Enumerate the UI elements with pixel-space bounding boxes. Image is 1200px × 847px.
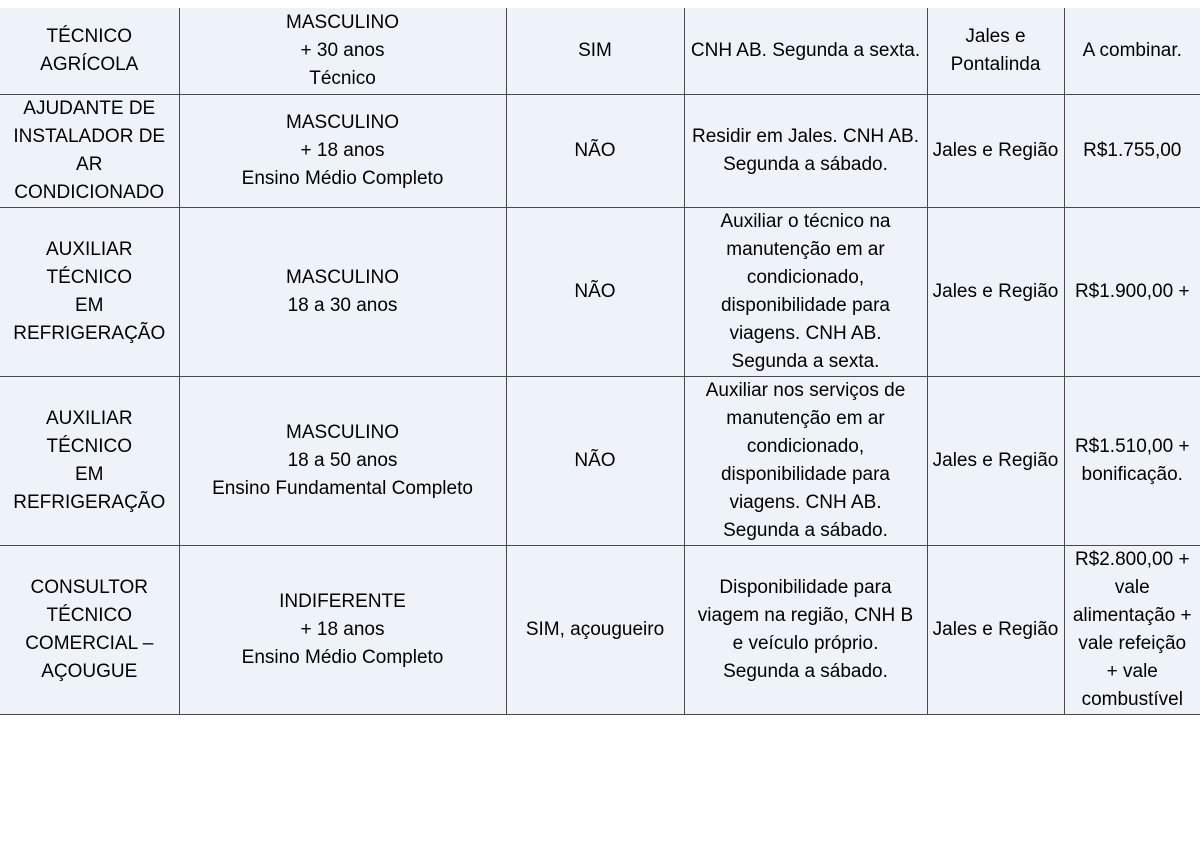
table-row <box>0 376 1200 545</box>
cell-text-line: Segunda a sexta. <box>731 350 880 372</box>
table-row <box>0 94 1200 207</box>
cell-text-line: combustível <box>1081 688 1183 710</box>
cell-text-line: EM <box>75 463 104 485</box>
requirements-cell <box>684 8 927 94</box>
cell-text-line: NÃO <box>574 139 616 161</box>
cell-text-line: EM <box>75 294 104 316</box>
cell-text-line: CONSULTOR <box>30 576 149 598</box>
job-listings-table <box>0 8 1200 715</box>
candidate-profile-cell <box>179 94 506 207</box>
cell-text-line: R$1.510,00 + <box>1074 435 1190 457</box>
cell-text-line: R$1.900,00 + <box>1074 280 1190 302</box>
candidate-profile-cell <box>179 8 506 94</box>
table-row <box>0 8 1200 94</box>
table-row <box>0 207 1200 376</box>
salary-cell <box>1064 545 1200 714</box>
cell-text-line: Jales e Região <box>932 280 1059 302</box>
cell-text-line: REFRIGERAÇÃO <box>13 322 166 344</box>
cell-text-line: REFRIGERAÇÃO <box>13 491 166 513</box>
location-cell <box>927 545 1064 714</box>
cell-text-line: Jales e Região <box>932 449 1059 471</box>
cell-text-line: SIM <box>578 39 612 61</box>
cell-text-line: + 30 anos <box>300 39 385 61</box>
cell-text-line: MASCULINO <box>286 421 399 443</box>
requirements-cell <box>684 207 927 376</box>
cell-text-line: manutenção em ar <box>726 238 885 260</box>
cell-text-line: Segunda a sábado. <box>723 660 888 682</box>
cell-text-line: CONDICIONADO <box>14 181 165 203</box>
cell-text-line: Auxiliar o técnico na <box>720 210 891 232</box>
cell-text-line: COMERCIAL – <box>25 632 154 654</box>
cell-text-line: AR <box>76 153 103 175</box>
cell-text-line: viagem na região, CNH B <box>697 604 914 626</box>
cell-text-line: CNH AB. Segunda a sexta. <box>690 39 921 61</box>
cell-text-line: bonificação. <box>1081 463 1183 485</box>
cell-text-line: Segunda a sábado. <box>723 153 888 175</box>
cell-text-line: SIM, açougueiro <box>525 618 665 640</box>
location-cell <box>927 94 1064 207</box>
experience-cell <box>506 8 684 94</box>
cell-text-line: manutenção em ar <box>726 407 885 429</box>
cell-text-line: AUXILIAR TÉCNICO <box>45 238 133 288</box>
candidate-profile-cell <box>179 207 506 376</box>
job-title-cell <box>0 8 179 94</box>
cell-text-line: AGRÍCOLA <box>40 53 139 75</box>
cell-text-line: Jales e <box>965 25 1026 47</box>
cell-text-line: INSTALADOR DE <box>13 125 166 147</box>
cell-text-line: R$2.800,00 + <box>1074 548 1190 570</box>
cell-text-line: + 18 anos <box>300 139 385 161</box>
job-title-cell <box>0 545 179 714</box>
requirements-cell <box>684 545 927 714</box>
cell-text-line: Jales e Região <box>932 139 1059 161</box>
cell-text-line: e veículo próprio. <box>732 632 879 654</box>
cell-text-line: 18 a 50 anos <box>287 449 398 471</box>
cell-text-line: AÇOUGUE <box>41 660 138 682</box>
cell-text-line: TÉCNICO <box>46 604 132 626</box>
job-title-cell <box>0 207 179 376</box>
cell-text-line: TÉCNICO <box>46 25 132 47</box>
job-title-cell <box>0 94 179 207</box>
cell-text-line: + vale <box>1106 660 1158 682</box>
cell-text-line: Pontalinda <box>950 53 1041 75</box>
cell-text-line: + 18 anos <box>300 618 385 640</box>
cell-text-line: NÃO <box>574 280 616 302</box>
cell-text-line: alimentação + <box>1072 604 1192 626</box>
cell-text-line: Jales e Região <box>932 618 1059 640</box>
cell-text-line: Ensino Fundamental Completo <box>212 477 473 499</box>
experience-cell <box>506 207 684 376</box>
candidate-profile-cell <box>179 376 506 545</box>
cell-text-line: vale <box>1114 576 1150 598</box>
cell-text-line: MASCULINO <box>286 11 399 33</box>
location-cell <box>927 376 1064 545</box>
job-title-cell <box>0 376 179 545</box>
salary-cell <box>1064 8 1200 94</box>
cell-text-line: Ensino Médio Completo <box>241 167 444 189</box>
salary-cell <box>1064 376 1200 545</box>
cell-text-line: condicionado, <box>746 435 865 457</box>
candidate-profile-cell <box>179 545 506 714</box>
cell-text-line: Técnico <box>309 67 376 89</box>
location-cell <box>927 207 1064 376</box>
cell-text-line: AJUDANTE DE <box>23 97 156 119</box>
cell-text-line: condicionado, <box>746 266 865 288</box>
cell-text-line: MASCULINO <box>286 111 399 133</box>
experience-cell <box>506 94 684 207</box>
salary-cell <box>1064 94 1200 207</box>
location-cell <box>927 8 1064 94</box>
experience-cell <box>506 376 684 545</box>
cell-text-line: disponibilidade para <box>720 294 890 316</box>
cell-text-line: MASCULINO <box>286 266 399 288</box>
cell-text-line: viagens. CNH AB. <box>729 491 882 513</box>
cell-text-line: Residir em Jales. CNH AB. <box>691 125 919 147</box>
cell-text-line: Auxiliar nos serviços de <box>705 379 906 401</box>
cell-text-line: NÃO <box>574 449 616 471</box>
cell-text-line: AUXILIAR TÉCNICO <box>45 407 133 457</box>
cell-text-line: 18 a 30 anos <box>287 294 398 316</box>
cell-text-line: Disponibilidade para <box>719 576 892 598</box>
cell-text-line: Segunda a sábado. <box>723 519 888 541</box>
requirements-cell <box>684 376 927 545</box>
cell-text-line: vale refeição <box>1078 632 1187 654</box>
table-row <box>0 545 1200 714</box>
cell-text-line: R$1.755,00 <box>1083 139 1182 161</box>
cell-text-line: Ensino Médio Completo <box>241 646 444 668</box>
cell-text-line: viagens. CNH AB. <box>729 322 882 344</box>
cell-text-line: disponibilidade para <box>720 463 890 485</box>
job-listings-body <box>0 8 1200 714</box>
requirements-cell <box>684 94 927 207</box>
salary-cell <box>1064 207 1200 376</box>
cell-text-line: A combinar. <box>1082 39 1182 61</box>
cell-text-line: INDIFERENTE <box>279 590 406 612</box>
experience-cell <box>506 545 684 714</box>
